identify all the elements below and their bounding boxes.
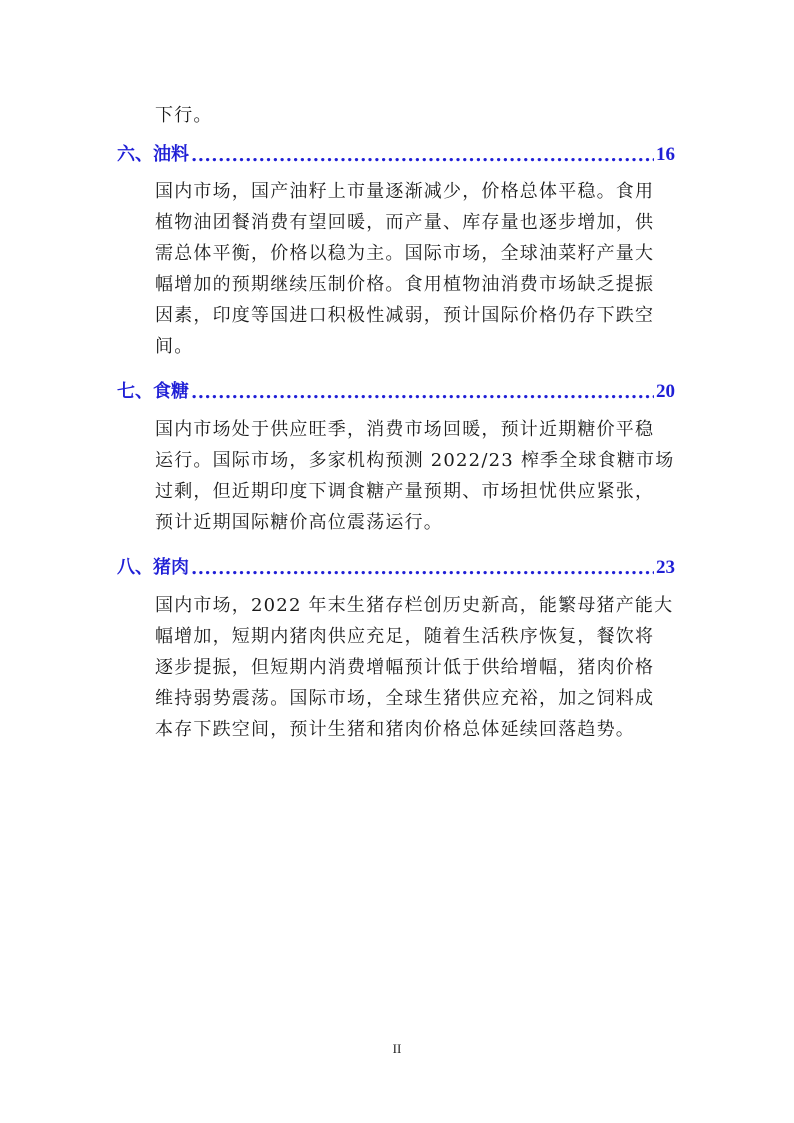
text-line: 过剩，但近期印度下调食糖产量预期、市场担忧供应紧张， [155, 481, 655, 502]
toc-entry-sugar[interactable] [117, 377, 675, 403]
text-line: 幅增加，短期内猪肉供应充足，随着生活秩序恢复，餐饮将 [155, 626, 655, 647]
text-line: 国内市场，国产油籽上市量逐渐减少，价格总体平稳。食用 [155, 181, 655, 202]
text-line: 国内市场，2022 年末生猪存栏创历史新高，能繁母猪产能大 [155, 595, 674, 616]
text-line: 植物油团餐消费有望回暖，而产量、库存量也逐步增加，供 [155, 212, 655, 233]
toc-page-number: 16 [656, 144, 675, 165]
toc-leader-dots [191, 382, 654, 403]
text-line: 本存下跌空间，预计生猪和猪肉价格总体延续回落趋势。 [155, 719, 635, 740]
text-line: 国内市场处于供应旺季，消费市场回暖，预计近期糖价平稳 [155, 419, 655, 440]
pork-summary [155, 590, 675, 745]
toc-entry-title: 八、猪肉 [117, 557, 189, 578]
text-line: 维持弱势震荡。国际市场，全球生猪供应充裕，加之饲料成 [155, 688, 655, 709]
toc-entry-pork[interactable] [117, 553, 675, 579]
text-line: 运行。国际市场，多家机构预测 2022/23 榨季全球食糖市场 [155, 450, 675, 471]
page-number-footer: II [392, 1041, 402, 1056]
text-line: 逐步提振，但短期内消费增幅预计低于供给增幅，猪肉价格 [155, 657, 655, 678]
text-line: 需总体平衡，价格以稳为主。国际市场，全球油菜籽产量大 [155, 243, 655, 264]
text-line: 下行。 [155, 105, 213, 126]
intro-tail-paragraph [155, 100, 675, 131]
toc-page-number: 23 [656, 557, 675, 578]
text-line: 幅增加的预期继续压制价格。食用植物油消费市场缺乏提振 [155, 274, 655, 295]
text-line: 预计近期国际糖价高位震荡运行。 [155, 512, 443, 533]
toc-page-number: 20 [656, 381, 675, 402]
toc-leader-dots [191, 558, 654, 579]
oilseeds-summary [155, 176, 675, 362]
sugar-summary [155, 414, 675, 538]
text-line: 因素，印度等国进口积极性减弱，预计国际价格仍存下跌空 [155, 305, 655, 326]
toc-entry-oilseeds[interactable] [117, 140, 675, 166]
text-line: 间。 [155, 336, 194, 357]
toc-entry-title: 七、食糖 [117, 381, 189, 402]
toc-leader-dots [191, 145, 654, 166]
toc-entry-title: 六、油料 [117, 144, 189, 165]
